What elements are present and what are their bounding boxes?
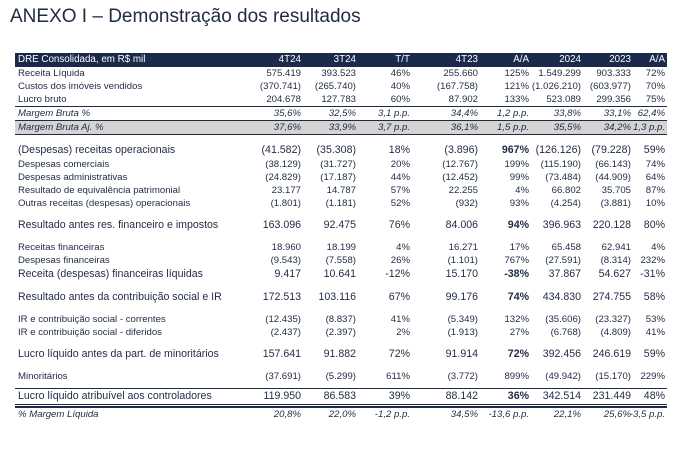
row-value: (265.740) (314, 81, 356, 92)
row-value: 94% (507, 219, 529, 231)
row-value: 204.678 (266, 94, 301, 105)
income-statement-table (15, 53, 667, 421)
header-tt: T/T (395, 54, 410, 65)
row-value: 62,4% (637, 108, 665, 119)
row-value: 20,8% (273, 409, 301, 420)
row-value: 274.755 (592, 291, 631, 303)
table-row (15, 197, 667, 210)
row-value: 767% (504, 255, 529, 266)
row-value: (15.170) (595, 371, 631, 382)
row-value: 172.513 (262, 291, 301, 303)
row-value: 163.096 (262, 219, 301, 231)
row-value: 52% (390, 198, 410, 209)
row-value: 65.458 (551, 242, 581, 253)
table-row (15, 218, 667, 233)
row-value: 18.960 (271, 242, 301, 253)
row-spacer (15, 210, 667, 218)
row-value: 58% (643, 291, 665, 303)
row-value: 575.419 (266, 68, 301, 79)
row-value: 41% (390, 314, 410, 325)
row-value: 46% (390, 68, 410, 79)
row-value: 76% (388, 219, 410, 231)
row-value: 91.914 (445, 348, 478, 360)
table-row (15, 106, 667, 120)
row-value: 22,0% (328, 409, 356, 420)
table-row (15, 80, 667, 93)
row-value: 229% (640, 371, 665, 382)
table-row (15, 388, 667, 407)
row-value: 66.802 (551, 185, 581, 196)
row-value: -3,5 p.p. (629, 409, 665, 420)
row-label: IR e contribuição social - correntes (18, 314, 166, 325)
row-value: (1.101) (447, 255, 478, 266)
row-value: (7.558) (325, 255, 356, 266)
row-spacer (15, 135, 667, 143)
row-value: 16.271 (448, 242, 478, 253)
row-value: 99.176 (445, 291, 478, 303)
row-value: 246.619 (592, 348, 631, 360)
row-value: 157.641 (262, 348, 301, 360)
row-value: 35,5% (553, 122, 581, 133)
row-value: (3.772) (447, 371, 478, 382)
row-spacer (15, 282, 667, 290)
row-value: 14.787 (326, 185, 356, 196)
row-value: (5.349) (447, 314, 478, 325)
row-label: (Despesas) receitas operacionais (18, 144, 176, 156)
row-value: 392.456 (542, 348, 581, 360)
row-value: 20% (390, 159, 410, 170)
row-value: 9.417 (274, 268, 301, 280)
row-value: -31% (640, 268, 665, 280)
table-row (15, 290, 667, 305)
row-value: 67% (388, 291, 410, 303)
row-label: Receitas financeiras (18, 242, 105, 253)
row-spacer (15, 362, 667, 370)
row-label: Lucro líquido antes da part. de minoritários (18, 348, 219, 360)
row-value: (9.543) (270, 255, 301, 266)
row-label: Receita (despesas) financeiras líquidas (18, 268, 203, 280)
row-value: 53% (645, 314, 665, 325)
row-value: 99% (509, 172, 529, 183)
row-value: (932) (455, 198, 478, 209)
row-value: (12.452) (442, 172, 478, 183)
table-row (15, 158, 667, 171)
page-title: ANEXO I – Demonstração dos resultados (10, 6, 361, 27)
row-value: (3.896) (444, 144, 478, 156)
row-label: Despesas administrativas (18, 172, 128, 183)
row-label: IR e contribuição social - diferidos (18, 327, 162, 338)
table-row (15, 370, 667, 383)
row-value: (49.942) (545, 371, 581, 382)
row-value: (3.881) (600, 198, 631, 209)
row-value: 523.089 (546, 94, 581, 105)
row-value: (1.181) (325, 198, 356, 209)
row-value: 22.255 (448, 185, 478, 196)
row-value: 75% (645, 94, 665, 105)
row-value: 132% (504, 314, 529, 325)
row-value: 255.660 (443, 68, 478, 79)
row-value: 32,5% (328, 108, 356, 119)
header-4t23: 4T23 (455, 54, 478, 65)
row-value: 26% (390, 255, 410, 266)
table-row (15, 267, 667, 282)
row-value: 80% (643, 219, 665, 231)
row-value: 4% (396, 242, 410, 253)
table-row (15, 347, 667, 362)
row-value: 57% (390, 185, 410, 196)
row-value: 127.783 (321, 94, 356, 105)
row-label: Lucro bruto (18, 94, 67, 105)
row-label: Despesas comerciais (18, 159, 110, 170)
row-value: 22,1% (553, 409, 581, 420)
row-value: 18.199 (326, 242, 356, 253)
row-value: 434.830 (542, 291, 581, 303)
row-value: 33,9% (328, 122, 356, 133)
row-value: 393.523 (321, 68, 356, 79)
row-value: 41% (645, 327, 665, 338)
row-value: 72% (507, 348, 529, 360)
row-value: 10% (645, 198, 665, 209)
row-value: (27.591) (545, 255, 581, 266)
row-label: Resultado de equivalência patrimonial (18, 185, 181, 196)
row-value: 74% (507, 291, 529, 303)
row-value: 33,8% (553, 108, 581, 119)
header-aa-quarter: A/A (513, 54, 529, 65)
row-value: 37,6% (273, 122, 301, 133)
row-value: 88.142 (445, 390, 478, 402)
row-value: (1.801) (270, 198, 301, 209)
row-value: 903.333 (596, 68, 631, 79)
row-label: Resultado antes res. financeiro e impostos (18, 219, 219, 231)
row-value: -38% (504, 268, 529, 280)
row-label: Minoritários (18, 371, 68, 382)
row-value: (73.484) (545, 172, 581, 183)
row-value: 1,3 p.p. (632, 122, 665, 133)
row-value: 10.641 (323, 268, 356, 280)
row-value: 36% (507, 390, 529, 402)
table-row (15, 313, 667, 326)
row-value: 37.867 (548, 268, 581, 280)
row-value: (2.397) (325, 327, 356, 338)
row-value: 48% (643, 390, 665, 402)
row-value: 17% (509, 242, 529, 253)
row-value: -1,2 p.p. (374, 409, 410, 420)
row-value: 72% (645, 68, 665, 79)
row-value: 54.627 (598, 268, 631, 280)
row-value: 4% (651, 242, 665, 253)
row-spacer (15, 233, 667, 241)
row-value: (35.606) (545, 314, 581, 325)
row-label: Despesas financeiras (18, 255, 110, 266)
row-value: (35.308) (316, 144, 356, 156)
table-row (15, 407, 667, 421)
row-value: 33,1% (603, 108, 631, 119)
row-value: 4% (515, 185, 529, 196)
row-value: 133% (504, 94, 529, 105)
row-label: Custos dos imóveis vendidos (18, 81, 143, 92)
row-value: (8.837) (325, 314, 356, 325)
row-value: (126.126) (535, 144, 581, 156)
row-value: 396.963 (542, 219, 581, 231)
row-value: 121% (504, 81, 529, 92)
row-value: 18% (388, 144, 410, 156)
row-value: (41.582) (261, 144, 301, 156)
header-label: DRE Consolidada, em R$ mil (18, 54, 146, 65)
row-value: 15.170 (445, 268, 478, 280)
row-value: (66.143) (595, 159, 631, 170)
row-value: 70% (645, 81, 665, 92)
table-row (15, 171, 667, 184)
row-value: 342.514 (542, 390, 581, 402)
row-value: (603.977) (589, 81, 631, 92)
header-4t24: 4T24 (278, 54, 301, 65)
row-value: 35,6% (273, 108, 301, 119)
row-value: 611% (386, 371, 410, 382)
row-label: Resultado antes da contribuição social e IR (18, 291, 222, 303)
row-value: 72% (388, 348, 410, 360)
row-value: 74% (645, 159, 665, 170)
table-row (15, 184, 667, 197)
table-row (15, 143, 667, 158)
row-value: 231.449 (592, 390, 631, 402)
row-value: 899% (504, 371, 529, 382)
row-value: 1,5 p.p. (496, 122, 529, 133)
row-value: (115.190) (540, 159, 581, 170)
row-value: (12.435) (265, 314, 301, 325)
row-value: (79.228) (591, 144, 631, 156)
row-spacer (15, 339, 667, 347)
row-value: (23.327) (595, 314, 631, 325)
row-value: 2% (396, 327, 410, 338)
row-value: 40% (390, 81, 410, 92)
row-value: 125% (504, 68, 529, 79)
row-value: (17.187) (320, 172, 356, 183)
row-value: (37.691) (265, 371, 301, 382)
row-value: -12% (385, 268, 410, 280)
row-value: (5.299) (325, 371, 356, 382)
row-value: 1.549.299 (538, 68, 581, 79)
row-label: Outras receitas (despesas) operacionais (18, 198, 191, 209)
row-value: 93% (509, 198, 529, 209)
table-row (15, 254, 667, 267)
row-value: 64% (645, 172, 665, 183)
header-aa-year: A/A (649, 54, 665, 65)
table-row (15, 93, 667, 106)
row-value: 27% (509, 327, 529, 338)
row-value: 34,4% (450, 108, 478, 119)
row-label: Margem Bruta % (18, 108, 90, 119)
row-label: Receita Líquida (18, 68, 85, 79)
row-value: (167.758) (436, 81, 478, 92)
row-value: (2.437) (270, 327, 301, 338)
row-value: 59% (643, 348, 665, 360)
row-value: 23.177 (271, 185, 301, 196)
row-spacer (15, 305, 667, 313)
row-value: (4.809) (600, 327, 631, 338)
row-value: (370.741) (259, 81, 301, 92)
table-row (15, 241, 667, 254)
row-value: (24.829) (265, 172, 301, 183)
row-value: (12.767) (442, 159, 478, 170)
table-row (15, 67, 667, 80)
row-value: 87.902 (448, 94, 478, 105)
header-2023: 2023 (609, 54, 631, 65)
row-value: 60% (390, 94, 410, 105)
row-value: 232% (640, 255, 665, 266)
row-value: (4.254) (550, 198, 581, 209)
row-value: (6.768) (550, 327, 581, 338)
row-value: 87% (645, 185, 665, 196)
row-value: 199% (504, 159, 529, 170)
row-value: (38.129) (265, 159, 301, 170)
row-value: 119.950 (263, 390, 301, 402)
row-value: 62.941 (601, 242, 631, 253)
row-value: 36,1% (450, 122, 478, 133)
header-2024: 2024 (559, 54, 581, 65)
row-value: 44% (390, 172, 410, 183)
row-value: 967% (501, 144, 529, 156)
row-value: 220.128 (592, 219, 631, 231)
row-value: (1.026.210) (531, 81, 581, 92)
row-value: 3,1 p.p. (377, 108, 410, 119)
row-value: (1.913) (447, 327, 478, 338)
row-value: 59% (643, 144, 665, 156)
row-value: 91.882 (323, 348, 356, 360)
row-value: (8.314) (600, 255, 631, 266)
row-value: 34,5% (450, 409, 478, 420)
row-value: (31.727) (320, 159, 356, 170)
header-3t24: 3T24 (333, 54, 356, 65)
row-label: Margem Bruta Aj. % (18, 122, 104, 133)
row-label: % Margem Líquida (18, 409, 99, 420)
row-value: 34,2% (603, 122, 631, 133)
row-value: 86.583 (323, 390, 356, 402)
row-value: 84.006 (445, 219, 478, 231)
table-row (15, 326, 667, 339)
row-value: 3,7 p.p. (377, 122, 410, 133)
row-value: (44.909) (595, 172, 631, 183)
row-value: 103.116 (318, 291, 356, 303)
row-value: 25,6% (603, 409, 631, 420)
row-value: 299.356 (596, 94, 631, 105)
table-row (15, 120, 667, 135)
row-value: 39% (388, 390, 410, 402)
row-value: 1,2 p.p. (496, 108, 529, 119)
row-label: Lucro líquido atribuível aos controladores (18, 390, 212, 402)
row-value: 92.475 (323, 219, 356, 231)
table-header (15, 53, 667, 67)
row-value: 35.705 (601, 185, 631, 196)
row-value: -13,6 p.p. (488, 409, 529, 420)
